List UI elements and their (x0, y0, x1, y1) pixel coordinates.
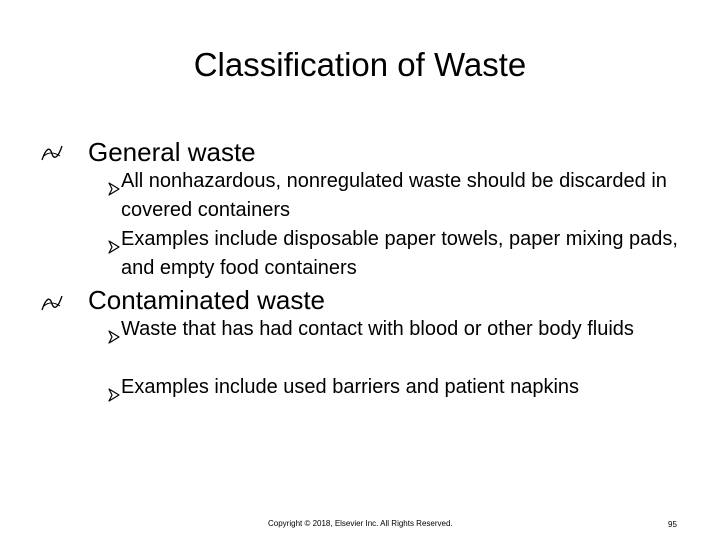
stylized-bullet-icon (40, 292, 66, 314)
arrowhead-bullet-icon (108, 182, 120, 196)
copyright-footer: Copyright © 2018, Elsevier Inc. All Rights Reserved. (268, 519, 453, 528)
section-heading-general-waste: General waste (88, 137, 256, 167)
arrowhead-bullet-icon (108, 330, 120, 344)
list-item: Waste that has had contact with blood or other body fluids (121, 318, 634, 340)
list-item: All nonhazardous, nonregulated waste should be discarded in covered containers (121, 170, 667, 221)
page-number: 95 (668, 520, 677, 529)
list-item: Examples include used barriers and patient napkins (121, 376, 580, 398)
list-item: Examples include disposable paper towels, paper mixing pads, and empty food containers (121, 228, 678, 279)
stylized-bullet-icon (40, 142, 66, 164)
slide-title: Classification of Waste (193, 46, 527, 83)
section-heading-contaminated-waste: Contaminated waste (88, 285, 326, 315)
arrowhead-bullet-icon (108, 388, 120, 402)
arrowhead-bullet-icon (108, 240, 120, 254)
